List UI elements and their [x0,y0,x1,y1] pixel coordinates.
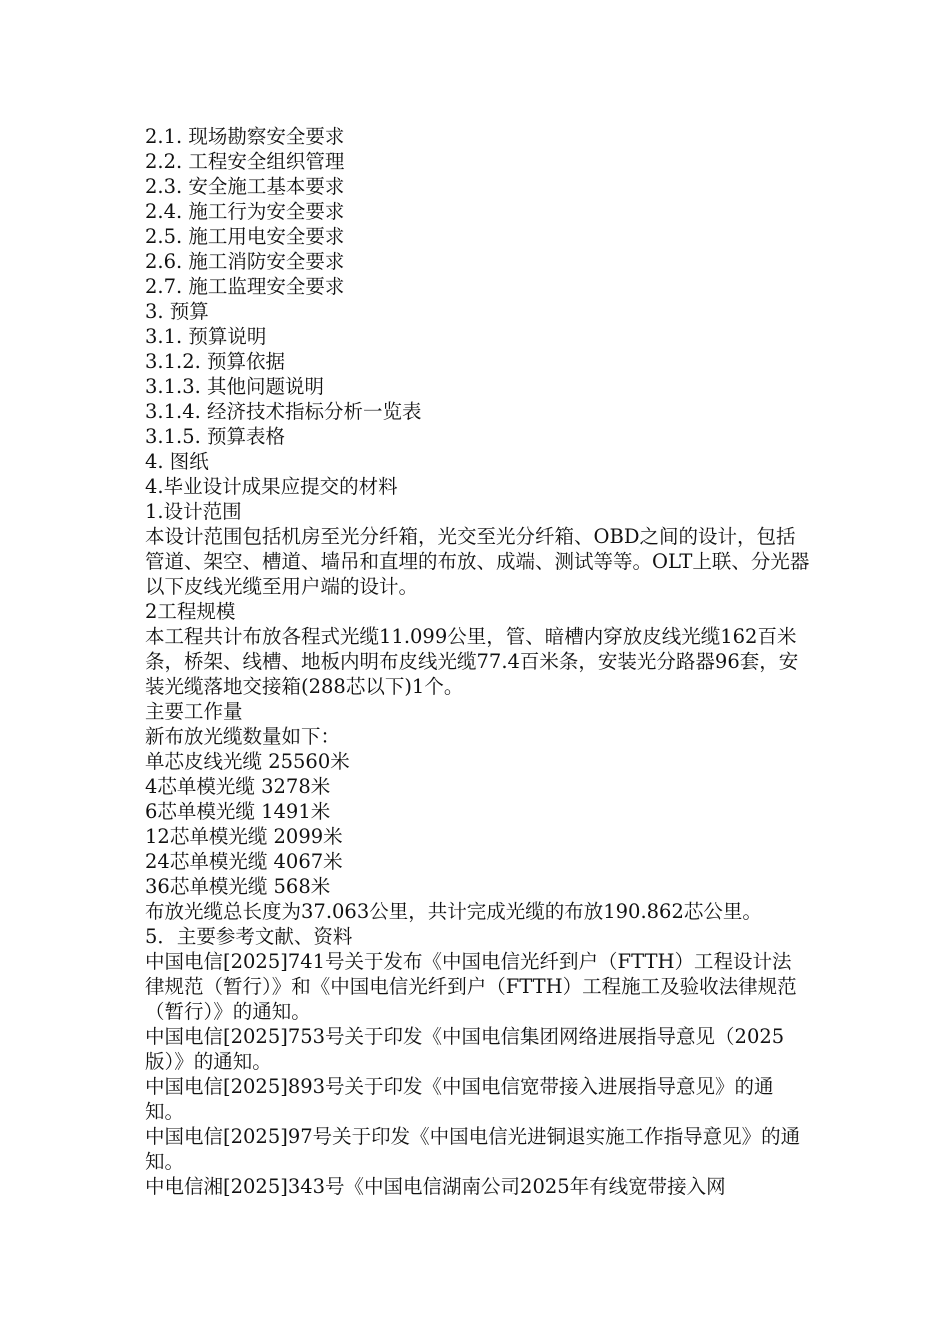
document-page [145,124,810,1199]
section-heading: 2工程规模 [145,600,236,623]
list-item: 24芯单模光缆 4067米 [145,850,343,873]
list-item: 12芯单模光缆 2099米 [145,825,343,848]
toc-line: 2.6. 施工消防安全要求 [145,250,345,273]
toc-line: 2.3. 安全施工基本要求 [145,175,345,198]
reference-item: 中国电信[2025]893号关于印发《中国电信宽带接入进展指导意见》的通知。 [145,1075,774,1123]
reference-item: 中国电信[2025]97号关于印发《中国电信光进铜退实施工作指导意见》的通知。 [145,1125,801,1173]
toc-line: 3.1.3. 其他问题说明 [145,375,325,398]
section-heading: 5．主要参考文献、资料 [145,925,353,948]
toc-line: 3.1.4. 经济技术指标分析一览表 [145,400,422,423]
toc-line: 3. 预算 [145,300,209,323]
toc-line: 2.1. 现场勘察安全要求 [145,125,345,148]
section-heading: 4.毕业设计成果应提交的材料 [145,475,398,498]
toc-line: 2.2. 工程安全组织管理 [145,150,345,173]
toc-line: 2.5. 施工用电安全要求 [145,225,345,248]
paragraph: 本设计范围包括机房至光分纤箱，光交至光分纤箱、OBD之间的设计，包括管道、架空、槽道、墙吊和直埋的布放、成端、测试等等。OLT上联、分光器以下皮线光缆至用户端的设计。 [145,525,810,598]
reference-item: 中国电信[2025]741号关于发布《中国电信光纤到户（FTTH）工程设计法律规范（暂行）》和《中国电信光纤到户（FTTH）工程施工及验收法律规范（暂行）》的通知。 [145,950,797,1023]
list-item: 单芯皮线光缆 25560米 [145,750,350,773]
reference-item: 中电信湘[2025]343号《中国电信湖南公司2025年有线宽带接入网 [145,1175,726,1198]
toc-line: 3.1.5. 预算表格 [145,425,286,448]
toc-line: 3.1. 预算说明 [145,325,267,348]
paragraph: 布放光缆总长度为37.063公里，共计完成光缆的布放190.862芯公里。 [145,900,762,923]
list-item: 36芯单模光缆 568米 [145,875,331,898]
list-item: 4芯单模光缆 3278米 [145,775,331,798]
section-heading: 主要工作量 [145,700,243,723]
paragraph: 新布放光缆数量如下： [145,725,341,748]
toc-line: 4. 图纸 [145,450,209,473]
reference-item: 中国电信[2025]753号关于印发《中国电信集团网络进展指导意见（2025版）》的通知。 [145,1025,785,1073]
paragraph: 本工程共计布放各程式光缆11.099公里，管、暗槽内穿放皮线光缆162百米条，桥架、线槽、地板内明布皮线光缆77.4百米条，安装光分路器96套，安装光缆落地交接箱(288芯以下)1个。 [145,625,799,698]
toc-line: 2.7. 施工监理安全要求 [145,275,345,298]
section-heading: 1.设计范围 [145,500,242,523]
toc-line: 2.4. 施工行为安全要求 [145,200,345,223]
list-item: 6芯单模光缆 1491米 [145,800,331,823]
toc-line: 3.1.2. 预算依据 [145,350,286,373]
